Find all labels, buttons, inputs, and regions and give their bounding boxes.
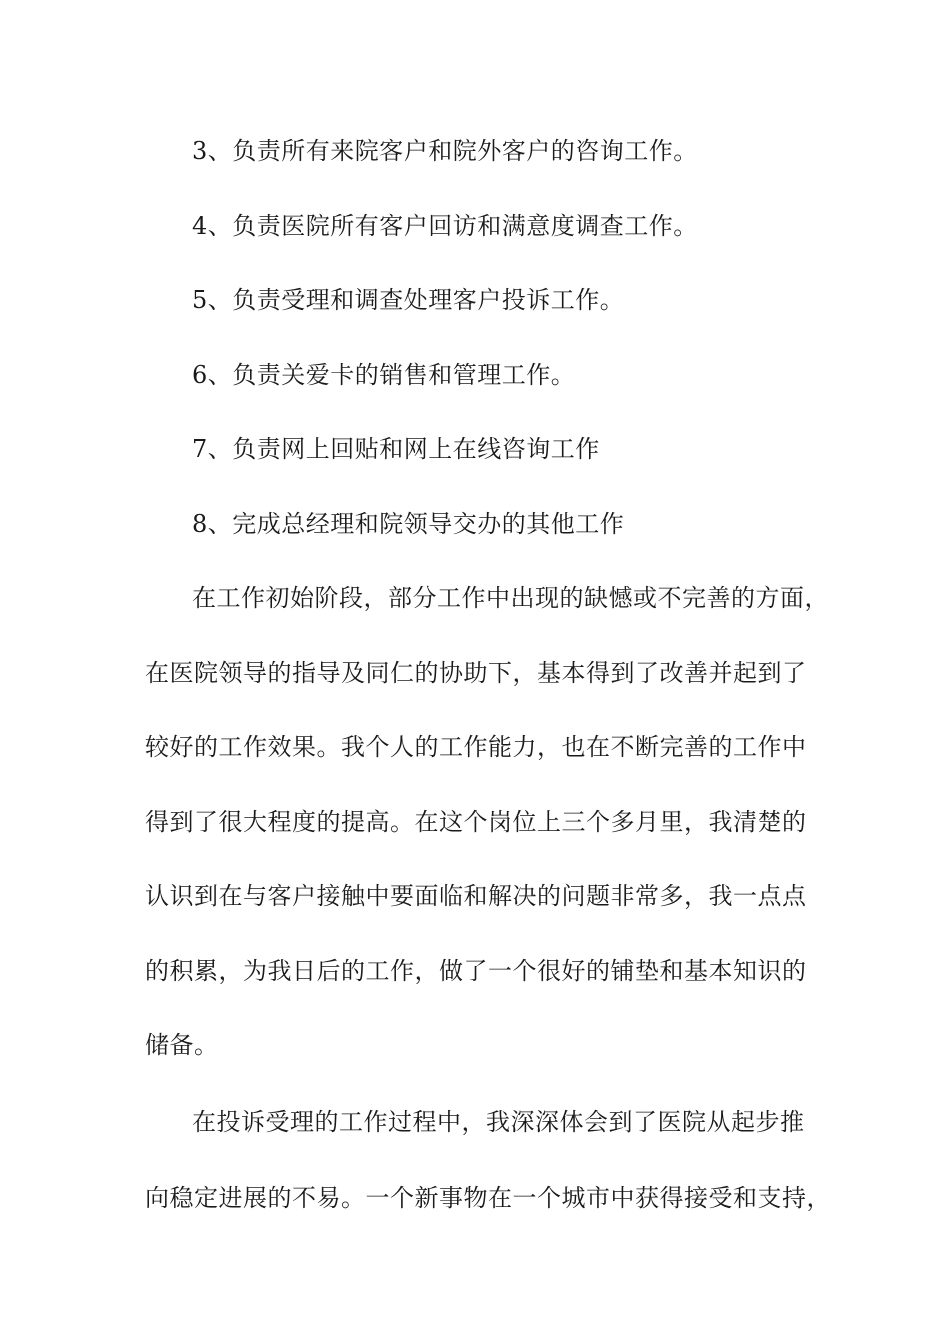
paragraph-1-line-7: 储备。: [145, 1031, 219, 1059]
list-item-6: 6、负责关爱卡的销售和管理工作。: [192, 361, 576, 389]
paragraph-1-line-4: 得到了很大程度的提高。在这个岗位上三个多月里，我清楚的: [145, 808, 807, 836]
paragraph-1-line-3: 较好的工作效果。我个人的工作能力，也在不断完善的工作中: [145, 733, 807, 761]
paragraph-1-line-5: 认识到在与客户接触中要面临和解决的问题非常多，我一点点: [145, 882, 807, 910]
paragraph-2-line-2: 向稳定进展的不易。一个新事物在一个城市中获得接受和支持，: [145, 1184, 831, 1212]
list-item-7: 7、负责网上回贴和网上在线咨询工作: [192, 435, 600, 463]
list-item-4: 4、负责医院所有客户回访和满意度调查工作。: [192, 212, 698, 240]
list-item-8: 8、完成总经理和院领导交办的其他工作: [192, 510, 625, 538]
list-item-5: 5、负责受理和调查处理客户投诉工作。: [192, 286, 625, 314]
paragraph-1-line-1: 在工作初始阶段，部分工作中出现的缺憾或不完善的方面，: [192, 584, 829, 612]
paragraph-2-line-1: 在投诉受理的工作过程中，我深深体会到了医院从起步推: [192, 1108, 805, 1136]
paragraph-1-line-2: 在医院领导的指导及同仁的协助下，基本得到了改善并起到了: [145, 659, 807, 687]
list-item-3: 3、负责所有来院客户和院外客户的咨询工作。: [192, 137, 698, 165]
paragraph-1-line-6: 的积累，为我日后的工作，做了一个很好的铺垫和基本知识的: [145, 957, 807, 985]
